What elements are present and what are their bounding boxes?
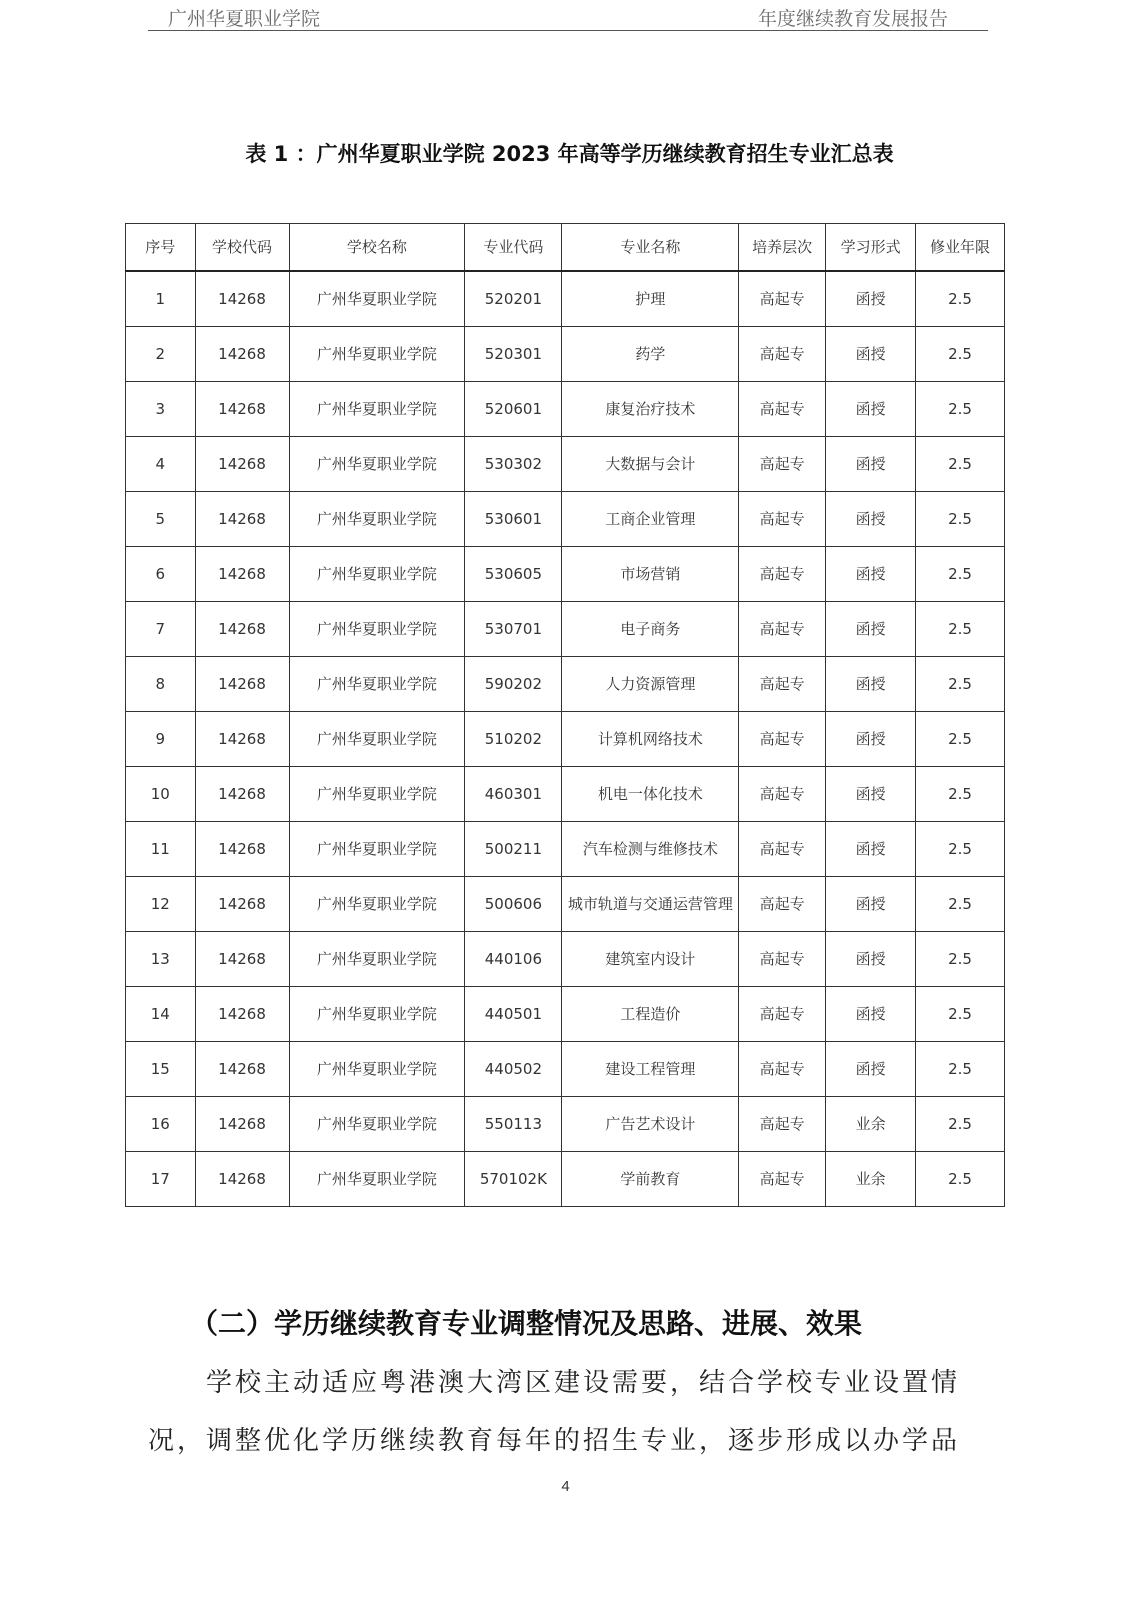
row-index-cell: 9: [126, 712, 196, 767]
level-cell: 高起专: [739, 877, 826, 932]
major-code-cell: 520601: [465, 382, 562, 437]
table-title: 表 1 ：广州华夏职业学院 2023 年高等学历继续教育招生专业汇总表: [245, 142, 894, 166]
row-index-cell: 6: [126, 547, 196, 602]
school-name-cell: 广州华夏职业学院: [289, 271, 465, 327]
column-header: 修业年限: [916, 224, 1005, 272]
column-header: 学校代码: [195, 224, 289, 272]
study-mode-cell: 函授: [826, 382, 916, 437]
duration-cell: 2.5: [916, 987, 1005, 1042]
school-name-cell: 广州华夏职业学院: [289, 1097, 465, 1152]
school-name-cell: 广州华夏职业学院: [289, 382, 465, 437]
duration-cell: 2.5: [916, 1097, 1005, 1152]
duration-cell: 2.5: [916, 767, 1005, 822]
school-name-cell: 广州华夏职业学院: [289, 657, 465, 712]
level-cell: 高起专: [739, 767, 826, 822]
duration-cell: 2.5: [916, 382, 1005, 437]
table-row: [126, 382, 1005, 437]
header-school-name: 广州华夏职业学院: [168, 8, 321, 30]
school-name-cell: 广州华夏职业学院: [289, 437, 465, 492]
school-name-cell: 广州华夏职业学院: [289, 767, 465, 822]
study-mode-cell: 函授: [826, 271, 916, 327]
row-index-cell: 5: [126, 492, 196, 547]
study-mode-cell: 函授: [826, 547, 916, 602]
study-mode-cell: 函授: [826, 877, 916, 932]
study-mode-cell: 函授: [826, 822, 916, 877]
table-row: [126, 327, 1005, 382]
level-cell: 高起专: [739, 932, 826, 987]
major-code-cell: 570102K: [465, 1152, 562, 1207]
column-header: 序号: [126, 224, 196, 272]
page-header: [148, 0, 988, 31]
major-name-cell: 建筑室内设计: [562, 932, 739, 987]
duration-cell: 2.5: [916, 437, 1005, 492]
major-name-cell: 电子商务: [562, 602, 739, 657]
school-code-cell: 14268: [195, 932, 289, 987]
table-row: [126, 492, 1005, 547]
table-row: [126, 932, 1005, 987]
major-name-cell: 城市轨道与交通运营管理: [562, 877, 739, 932]
table-row: [126, 271, 1005, 327]
school-name-cell: 广州华夏职业学院: [289, 547, 465, 602]
row-index-cell: 1: [126, 271, 196, 327]
level-cell: 高起专: [739, 712, 826, 767]
table-row: [126, 712, 1005, 767]
table-row: [126, 657, 1005, 712]
duration-cell: 2.5: [916, 877, 1005, 932]
major-code-cell: 550113: [465, 1097, 562, 1152]
row-index-cell: 4: [126, 437, 196, 492]
school-code-cell: 14268: [195, 767, 289, 822]
school-code-cell: 14268: [195, 1042, 289, 1097]
major-name-cell: 建设工程管理: [562, 1042, 739, 1097]
paragraph-line: 学校主动适应粤港澳大湾区建设需要，结合学校专业设置情: [206, 1368, 961, 1398]
school-code-cell: 14268: [195, 492, 289, 547]
study-mode-cell: 函授: [826, 767, 916, 822]
school-code-cell: 14268: [195, 547, 289, 602]
major-code-cell: 530605: [465, 547, 562, 602]
study-mode-cell: 业余: [826, 1152, 916, 1207]
paragraph-line: 况，调整优化学历继续教育每年的招生专业，逐步形成以办学品: [148, 1426, 961, 1456]
row-index-cell: 7: [126, 602, 196, 657]
major-name-cell: 学前教育: [562, 1152, 739, 1207]
school-code-cell: 14268: [195, 712, 289, 767]
school-code-cell: 14268: [195, 1097, 289, 1152]
level-cell: 高起专: [739, 327, 826, 382]
major-name-cell: 工商企业管理: [562, 492, 739, 547]
school-name-cell: 广州华夏职业学院: [289, 987, 465, 1042]
major-code-cell: 440106: [465, 932, 562, 987]
row-index-cell: 16: [126, 1097, 196, 1152]
major-name-cell: 广告艺术设计: [562, 1097, 739, 1152]
school-name-cell: 广州华夏职业学院: [289, 492, 465, 547]
column-header: 学校名称: [289, 224, 465, 272]
study-mode-cell: 函授: [826, 492, 916, 547]
major-name-cell: 康复治疗技术: [562, 382, 739, 437]
school-name-cell: 广州华夏职业学院: [289, 327, 465, 382]
table-row: [126, 987, 1005, 1042]
school-name-cell: 广州华夏职业学院: [289, 602, 465, 657]
major-code-cell: 590202: [465, 657, 562, 712]
study-mode-cell: 函授: [826, 932, 916, 987]
row-index-cell: 2: [126, 327, 196, 382]
major-code-cell: 500606: [465, 877, 562, 932]
row-index-cell: 10: [126, 767, 196, 822]
school-name-cell: 广州华夏职业学院: [289, 822, 465, 877]
major-code-cell: 530302: [465, 437, 562, 492]
table-row: [126, 767, 1005, 822]
column-header: 学习形式: [826, 224, 916, 272]
level-cell: 高起专: [739, 271, 826, 327]
row-index-cell: 11: [126, 822, 196, 877]
school-name-cell: 广州华夏职业学院: [289, 932, 465, 987]
table-row: [126, 1152, 1005, 1207]
major-name-cell: 药学: [562, 327, 739, 382]
level-cell: 高起专: [739, 547, 826, 602]
row-index-cell: 15: [126, 1042, 196, 1097]
study-mode-cell: 函授: [826, 1042, 916, 1097]
major-code-cell: 530601: [465, 492, 562, 547]
study-mode-cell: 函授: [826, 437, 916, 492]
table-row: [126, 437, 1005, 492]
duration-cell: 2.5: [916, 1042, 1005, 1097]
column-header: 专业代码: [465, 224, 562, 272]
level-cell: 高起专: [739, 657, 826, 712]
major-name-cell: 机电一体化技术: [562, 767, 739, 822]
school-name-cell: 广州华夏职业学院: [289, 1042, 465, 1097]
school-name-cell: 广州华夏职业学院: [289, 712, 465, 767]
study-mode-cell: 函授: [826, 602, 916, 657]
study-mode-cell: 函授: [826, 327, 916, 382]
school-code-cell: 14268: [195, 657, 289, 712]
level-cell: 高起专: [739, 437, 826, 492]
column-header: 培养层次: [739, 224, 826, 272]
school-code-cell: 14268: [195, 327, 289, 382]
page-number: 4: [561, 1478, 570, 1495]
major-name-cell: 人力资源管理: [562, 657, 739, 712]
duration-cell: 2.5: [916, 492, 1005, 547]
major-name-cell: 大数据与会计: [562, 437, 739, 492]
school-code-cell: 14268: [195, 437, 289, 492]
duration-cell: 2.5: [916, 602, 1005, 657]
table-body: [126, 271, 1005, 1207]
major-name-cell: 市场营销: [562, 547, 739, 602]
study-mode-cell: 函授: [826, 657, 916, 712]
duration-cell: 2.5: [916, 657, 1005, 712]
school-name-cell: 广州华夏职业学院: [289, 1152, 465, 1207]
level-cell: 高起专: [739, 602, 826, 657]
level-cell: 高起专: [739, 1152, 826, 1207]
school-code-cell: 14268: [195, 1152, 289, 1207]
major-name-cell: 计算机网络技术: [562, 712, 739, 767]
table-row: [126, 877, 1005, 932]
level-cell: 高起专: [739, 382, 826, 437]
duration-cell: 2.5: [916, 822, 1005, 877]
school-code-cell: 14268: [195, 822, 289, 877]
school-code-cell: 14268: [195, 987, 289, 1042]
majors-table: [125, 223, 1005, 1207]
row-index-cell: 12: [126, 877, 196, 932]
major-code-cell: 460301: [465, 767, 562, 822]
study-mode-cell: 函授: [826, 987, 916, 1042]
school-name-cell: 广州华夏职业学院: [289, 877, 465, 932]
major-code-cell: 440502: [465, 1042, 562, 1097]
row-index-cell: 17: [126, 1152, 196, 1207]
table-row: [126, 547, 1005, 602]
level-cell: 高起专: [739, 1097, 826, 1152]
table-row: [126, 1042, 1005, 1097]
major-code-cell: 440501: [465, 987, 562, 1042]
duration-cell: 2.5: [916, 271, 1005, 327]
row-index-cell: 13: [126, 932, 196, 987]
level-cell: 高起专: [739, 492, 826, 547]
column-header: 专业名称: [562, 224, 739, 272]
major-code-cell: 500211: [465, 822, 562, 877]
major-code-cell: 510202: [465, 712, 562, 767]
duration-cell: 2.5: [916, 712, 1005, 767]
major-code-cell: 520301: [465, 327, 562, 382]
header-report-title: 年度继续教育发展报告: [757, 8, 948, 30]
row-index-cell: 3: [126, 382, 196, 437]
school-code-cell: 14268: [195, 877, 289, 932]
row-index-cell: 8: [126, 657, 196, 712]
table-header-row: [126, 224, 1005, 272]
table-row: [126, 602, 1005, 657]
major-name-cell: 护理: [562, 271, 739, 327]
duration-cell: 2.5: [916, 327, 1005, 382]
table-row: [126, 1097, 1005, 1152]
duration-cell: 2.5: [916, 1152, 1005, 1207]
study-mode-cell: 函授: [826, 712, 916, 767]
study-mode-cell: 业余: [826, 1097, 916, 1152]
duration-cell: 2.5: [916, 932, 1005, 987]
row-index-cell: 14: [126, 987, 196, 1042]
major-name-cell: 工程造价: [562, 987, 739, 1042]
school-code-cell: 14268: [195, 271, 289, 327]
level-cell: 高起专: [739, 1042, 826, 1097]
section-heading: （二）学历继续教育专业调整情况及思路、进展、效果: [190, 1307, 863, 1340]
level-cell: 高起专: [739, 822, 826, 877]
major-code-cell: 530701: [465, 602, 562, 657]
major-code-cell: 520201: [465, 271, 562, 327]
duration-cell: 2.5: [916, 547, 1005, 602]
school-code-cell: 14268: [195, 602, 289, 657]
level-cell: 高起专: [739, 987, 826, 1042]
table-row: [126, 822, 1005, 877]
school-code-cell: 14268: [195, 382, 289, 437]
major-name-cell: 汽车检测与维修技术: [562, 822, 739, 877]
